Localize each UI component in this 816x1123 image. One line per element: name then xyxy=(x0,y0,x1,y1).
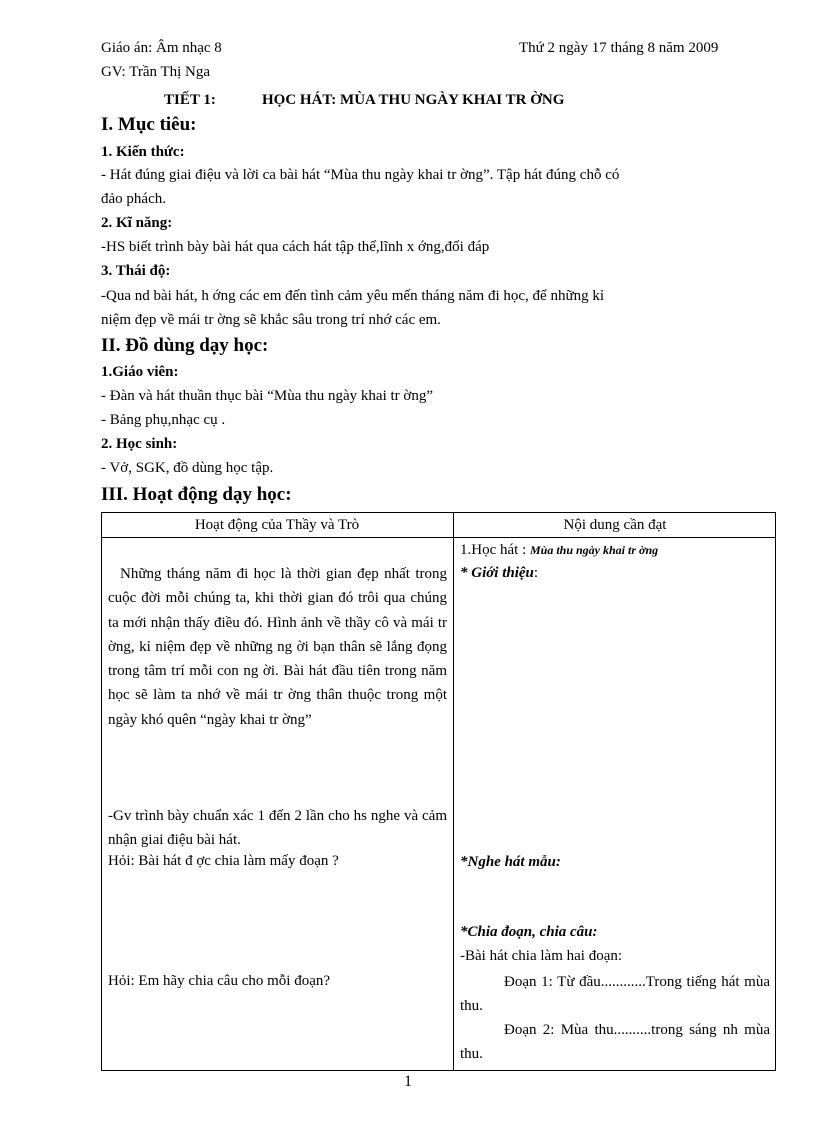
listen-label: *Nghe hát mẫu: xyxy=(460,854,561,870)
song-item-prefix: 1.Học hát : xyxy=(460,542,530,558)
lesson-title: HỌC HÁT: MÙA THU NGÀY KHAI TR ỜNG xyxy=(262,92,565,108)
part-1: Đoạn 1: Từ đầu............Trong tiếng hát mùa thu. xyxy=(460,974,770,1014)
attitude-heading: 3. Thái độ: xyxy=(101,263,171,279)
section-materials-heading: II. Đồ dùng dạy học: xyxy=(101,335,269,356)
header-date: Thứ 2 ngày 17 tháng 8 năm 2009 xyxy=(519,40,719,56)
intro-label: * Giới thiệu xyxy=(460,565,534,581)
knowledge-line-1: - Hát đúng giai điệu và lời ca bài hát “Mùa thu ngày khai tr ờng”. Tập hát đúng chỗ có xyxy=(101,167,620,183)
teacher-materials-heading: 1.Giáo viên: xyxy=(101,364,179,380)
student-materials-line-1: - Vở, SGK, đồ dùng học tập. xyxy=(101,460,274,476)
intro-label-line xyxy=(460,563,538,583)
skills-heading: 2. Kĩ năng: xyxy=(101,215,173,231)
divide-label: *Chia đoạn, chia câu: xyxy=(460,924,598,940)
attitude-line-1: -Qua nd bài hát, h ớng các em đến tình cảm yêu mến tháng năm đi học, để những kỉ xyxy=(101,288,605,304)
song-item-title: Mùa thu ngày khai tr ờng xyxy=(529,543,659,557)
divide-line: -Bài hát chia làm hai đoạn: xyxy=(460,948,623,964)
table-header-content: Nội dung cần đạt xyxy=(563,517,667,533)
table-header-divider xyxy=(101,537,776,538)
song-item xyxy=(460,540,658,560)
question-sections: Hỏi: Bài hát đ ợc chia làm mấy đoạn ? xyxy=(108,853,339,869)
part-2: Đoạn 2: Mùa thu..........trong sáng nh mùa thu. xyxy=(460,1022,770,1062)
table-column-divider xyxy=(453,512,454,1071)
section-activities-heading: III. Hoạt động dạy học: xyxy=(101,484,292,505)
table-header-activities: Hoạt động của Thầy và Trò xyxy=(194,517,360,533)
teacher-materials-line-2: - Bảng phụ,nhạc cụ . xyxy=(101,412,226,428)
attitude-line-2: niệm đẹp về mái tr ờng sẽ khắc sâu trong trí nhớ các em. xyxy=(101,312,441,328)
header-teacher: GV: Trần Thị Nga xyxy=(101,64,211,80)
lesson-period: TIẾT 1: xyxy=(164,92,216,108)
question-phrases: Hỏi: Em hãy chia câu cho mỗi đoạn? xyxy=(108,973,331,989)
knowledge-line-2: đảo phách. xyxy=(101,191,166,207)
demo-paragraph: -Gv trình bày chuẩn xác 1 đến 2 lần cho hs nghe và cảm nhận giai điệu bài hát. xyxy=(108,808,447,849)
intro-label-colon: : xyxy=(533,565,539,581)
teacher-materials-line-1: - Đàn và hát thuần thục bài “Mùa thu ngày khai tr ờng” xyxy=(101,388,433,404)
page-number: 1 xyxy=(404,1073,412,1090)
section-objectives-heading: I. Mục tiêu: xyxy=(101,114,197,135)
intro-paragraph: Những tháng năm đi học là thời gian đẹp nhất trong cuộc đời mỗi chúng ta, khi thời gian đó trôi qua chúng ta mới nhận thấy điều đó. Hình ảnh về thầy cô và mái tr ờng, kỉ niệm đẹp về những ng ời bạn thân sẽ lắng đọng trong tâm trí mỗi con ng ời. Bài hát đầu tiên trong năm học sẽ làm ta nhớ về mái tr ờng thân thuộc trong một ngày khó quên “ngày khai tr ờng” xyxy=(108,566,447,728)
header-subject: Giáo án: Âm nhạc 8 xyxy=(101,40,222,56)
skills-line-1: -HS biết trình bày bài hát qua cách hát tập thể,lĩnh x ớng,đối đáp xyxy=(101,239,490,255)
student-materials-heading: 2. Học sinh: xyxy=(101,436,178,452)
knowledge-heading: 1. Kiến thức: xyxy=(101,144,185,160)
